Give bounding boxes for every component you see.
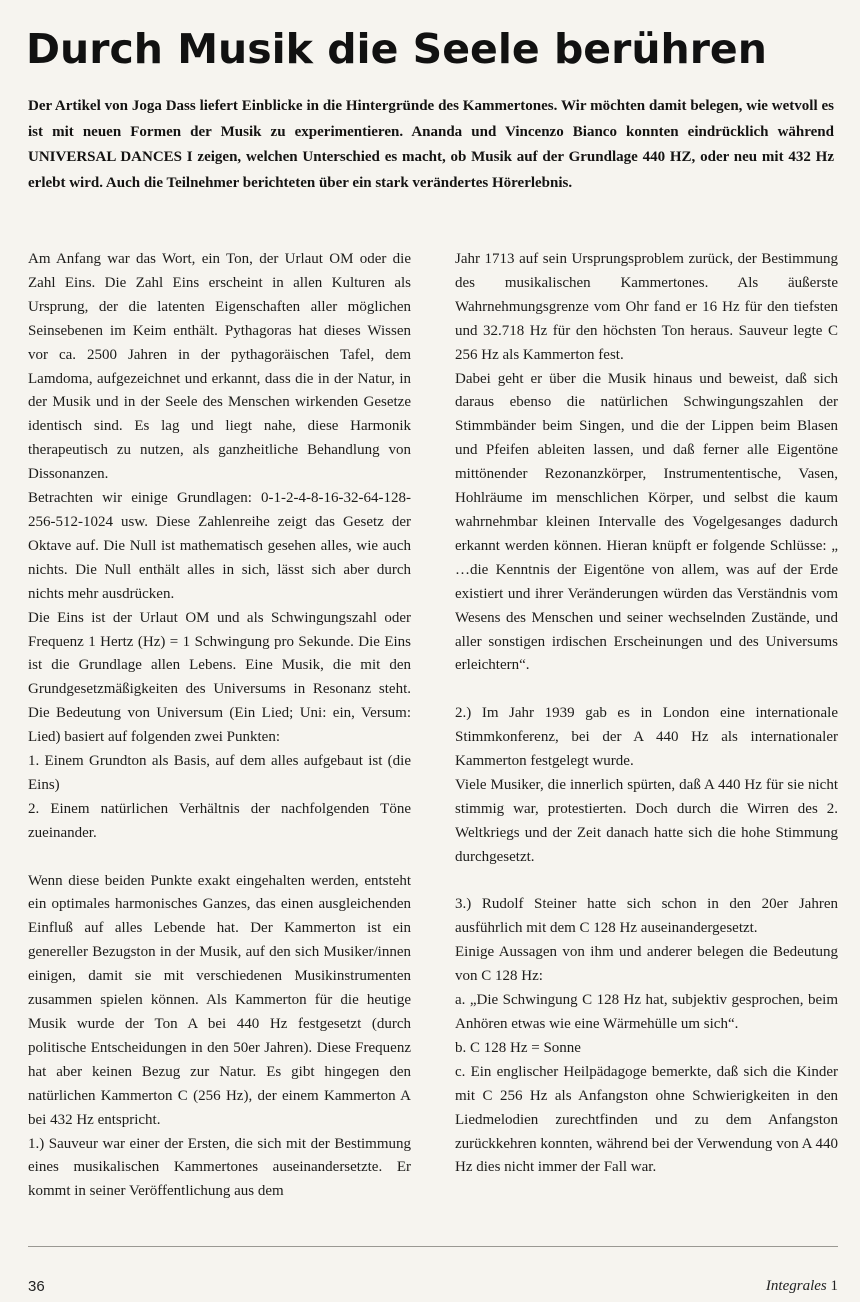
paragraph: Die Eins ist der Urlaut OM und als Schwingungszahl oder Frequenz 1 Hertz (Hz) = 1 Schwingung pro Sekunde. Die Eins ist die Grundlage allen Lebens. Eine Musik, die mit den Grundgesetzmäßigkeiten des Universums in Resonanz steht. Die Bedeutung von Universum (Ein Lied; Uni: ein, Versum: Lied) basiert auf folgenden zwei Punkten: xyxy=(28,609,411,746)
paragraph: 1.) Sauveur war einer der Ersten, die sich mit der Bestimmung eines musikalischen Kammertones auseinandersetzte. Er kommt in seiner Veröffentlichung aus dem xyxy=(28,1135,411,1200)
paragraph: Jahr 1713 auf sein Ursprungsproblem zurück, der Bestimmung des musikalischen Kammertones. Als äußerste Wahrnehmungsgrenze vom Ohr fand er 16 Hz für den tiefsten und 32.718 Hz für den höchsten Ton heraus. Sauveur legte C 256 Hz als Kammerton fest. xyxy=(455,251,838,363)
article-title: Durch Musik die Seele berühren xyxy=(26,25,767,73)
list-item: a. „Die Schwingung C 128 Hz hat, subjektiv gesprochen, beim Anhören etwas wie eine Wärmehülle um sich“. xyxy=(455,992,838,1032)
right-column xyxy=(455,248,838,1180)
list-item: 2. Einem natürlichen Verhältnis der nachfolgenden Töne zueinander. xyxy=(28,800,411,841)
paragraph: Wenn diese beiden Punkte exakt eingehalten werden, entsteht ein optimales harmonisches Ganzes, das einen ausgleichenden Einfluß auf alles Lebende hat. Der Kammerton ist ein genereller Bezugston in der Musik, auf den sich Musiker/innen einigen, damit sie mit verschiedenen Musikinstrumenten zusammen spielen können. Als Kammerton für die heutige Musik wurde der Ton A bei 440 Hz festgesetzt (durch politische Entscheidungen in den 50er Jahren). Diese Frequenz hat aber keinen Bezug zur Natur. Es gibt hingegen den natürlichen Kammerton C (256 Hz), der einem Kammerton A bei 432 Hz entspricht. xyxy=(28,872,411,1128)
paragraph: Viele Musiker, die innerlich spürten, daß A 440 Hz für sie nicht stimmig war, protestierten. Doch durch die Wirren des 2. Weltkriegs und der Zeit danach hatte sich die hohe Stimmung durchgesetzt. xyxy=(455,776,838,865)
article-lead: Der Artikel von Joga Dass liefert Einblicke in die Hintergründe des Kammertones. Wir möchten damit belegen, wie wetvoll es ist mit neuen Formen der Musik zu experimentieren. Ananda und Vincenzo Bianco konnten eindrücklich während UNIVERSAL DANCES I zeigen, welchen Unterschied es macht, ob Musik auf der Grundlage 440 HZ, oder neu mit 432 Hz erlebt wird. Auch die Teilnehmer berichteten über ein stark verändertes Hörerlebnis. xyxy=(28,98,834,191)
paragraph: 2.) Im Jahr 1939 gab es in London eine internationale Stimmkonferenz, bei der A 440 Hz als internationaler Kammerton festgelegt wurde. xyxy=(455,705,838,770)
left-column xyxy=(28,248,411,1204)
publication-name xyxy=(766,1278,838,1295)
paragraph-gap xyxy=(455,678,838,702)
list-item: 1. Einem Grundton als Basis, auf dem alles aufgebaut ist (die Eins) xyxy=(28,753,411,793)
list-item: b. C 128 Hz = Sonne xyxy=(455,1039,581,1056)
paragraph: Betrachten wir einige Grundlagen: 0-1-2-4-8-16-32-64-128-256-512-1024 usw. Diese Zahlenreihe zeigt das Gesetz der Oktave auf. Die Null ist mathematisch gesehen alles, wie auch nichts. Die Null enthält alles in sich, lässt sich aber durch nichts mehr ausdrücken. xyxy=(28,490,411,602)
paragraph-gap xyxy=(455,870,838,894)
page-number: 36 xyxy=(28,1278,45,1295)
issue-number: 1 xyxy=(830,1278,838,1294)
paragraph: 3.) Rudolf Steiner hatte sich schon in den 20er Jahren ausführlich mit dem C 128 Hz auseinandergesetzt. xyxy=(455,896,838,937)
list-item: c. Ein englischer Heilpädagoge bemerkte, daß sich die Kinder mit C 256 Hz als Anfangston ohne Schwierigkeiten in den Liedmelodien zurechtfinden und zu dem Anfangston zurückkehren konnten, während bei der Verwendung von A 440 Hz dies nicht immer der Fall war. xyxy=(455,1063,838,1176)
magazine-name: Integrales xyxy=(765,1278,827,1294)
paragraph: Dabei geht er über die Musik hinaus und beweist, daß sich daraus ebenso die natürlichen Schwingungszahlen der Stimmbänder beim Singen, und die der Lippen beim Blasen und Pfeifen ableiten lassen, und daß ferner alle Eigentöne mittönender Rezonanzkörper, Instrumententische, Vasen, Hohlräume im menschlichen Körper, und selbst die kaum wahrnehmbar kleinen Intervalle des Vogelgesanges dadurch erkannt werden können. Hieran knüpft er folgende Schlüsse: „ …die Kenntnis der Eigentöne von allem, was auf der Erde existiert und ihrer Veränderungen würden das Verständnis vom Wesens des Menschen und seiner wechselnden Zustände, und aller sonstigen irdischen Erscheinungen und des Universums erleichtern“. xyxy=(455,370,838,674)
paragraph-gap xyxy=(28,846,411,870)
paragraph: Einige Aussagen von ihm und anderer belegen die Bedeutung von C 128 Hz: xyxy=(455,944,838,985)
paragraph: Am Anfang war das Wort, ein Ton, der Urlaut OM oder die Zahl Eins. Die Zahl Eins erscheint in allen Kulturen als Ursprung, der die latenten Eigenschaften aller möglichen Seinsebenen im Keim enthält. Pythagoras hat dieses Wissen vor ca. 2500 Jahren in der pythagoräischen Tafel, dem Lamdoma, aufgezeichnet und erkannt, dass die in der Natur, in der Musik und in der Seele des Menschen wirkenden Gesetze identisch sind. Es lag und liegt nahe, diese Harmonik therapeutisch zu nutzen, als ganzheitliche Behandlung von Dissonanzen. xyxy=(28,251,411,483)
footer-divider xyxy=(28,1246,838,1247)
